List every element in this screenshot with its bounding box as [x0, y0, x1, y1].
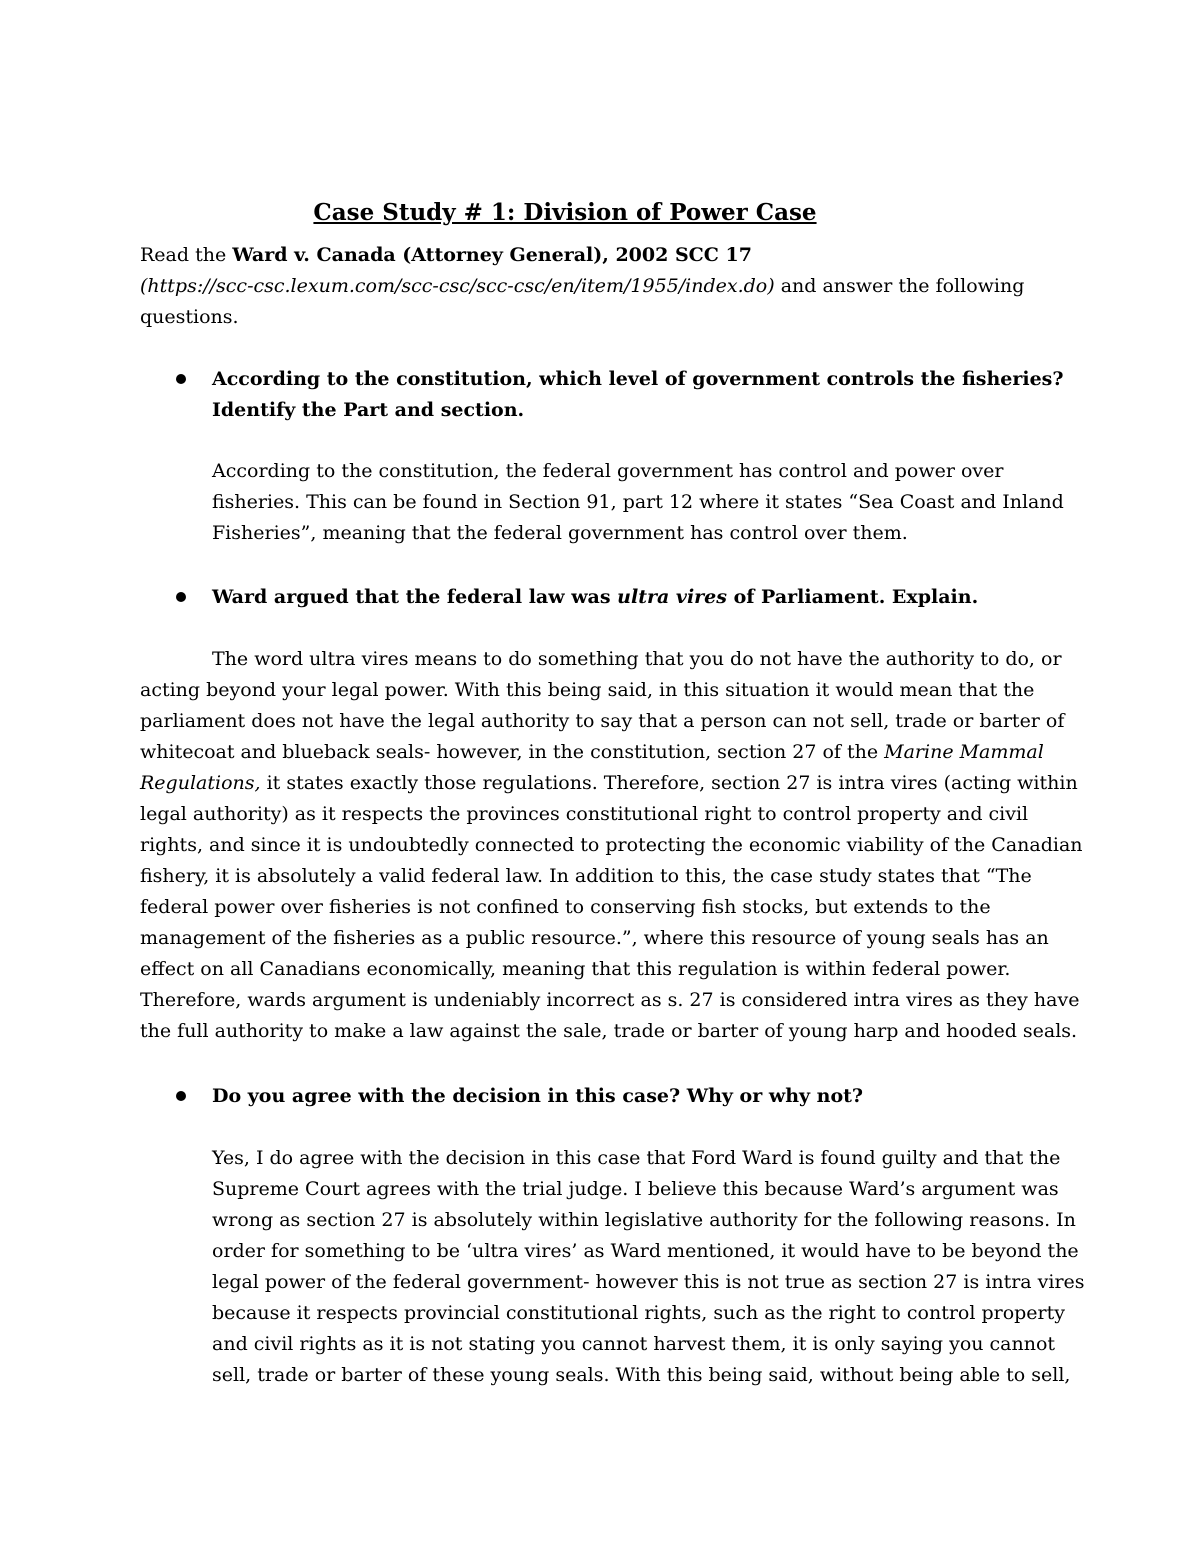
intro-read-label: Read the	[140, 244, 233, 266]
bullet-icon	[176, 374, 186, 384]
page-title: Case Study # 1: Division of Power Case	[313, 199, 817, 226]
answer-1-line: Fisheries”, meaning that the federal government has control over them.	[212, 522, 908, 544]
question-1-line-1: According to the constitution, which level of government controls the fisheries?	[212, 368, 1064, 390]
question-1	[212, 364, 1092, 426]
answer-2-line	[140, 737, 1065, 768]
question-2-line	[212, 582, 1092, 613]
answer-3-line: Supreme Court agrees with the trial judge. I believe this because Ward’s argument was	[212, 1178, 1059, 1200]
intro-line-1	[140, 240, 1040, 271]
answer-2-l4-pre: whitecoat and blueback seals- however, in the constitution, section 27 of the	[140, 741, 885, 763]
question-2-pre: Ward argued that the federal law was	[212, 586, 618, 608]
case-name: Ward v. Canada (Attorney General), 2002 SCC 17	[232, 244, 752, 266]
intro-paragraph	[140, 240, 1040, 333]
answer-2-line: management of the fisheries as a public resource.”, where this resource of young seals has an	[140, 927, 1049, 949]
answer-3-line: wrong as section 27 is absolutely within legislative authority for the following reasons. In	[212, 1209, 1076, 1231]
bullet-icon	[176, 592, 186, 602]
question-1-line-2: Identify the Part and section.	[212, 399, 525, 421]
answer-2-line: effect on all Canadians economically, meaning that this regulation is within federal power.	[140, 958, 1011, 980]
answer-3-line: because it respects provincial constitutional rights, such as the right to control property	[212, 1302, 1066, 1324]
answer-3-line: order for something to be ‘ultra vires’ as Ward mentioned, it would have to be beyond the	[212, 1240, 1079, 1262]
intro-line-3: questions.	[140, 306, 239, 328]
answer-3-line: legal power of the federal government- however this is not true as section 27 is intra vires	[212, 1271, 1085, 1293]
answer-1-line: According to the constitution, the federal government has control and power over	[212, 460, 1004, 482]
answer-2-line: the full authority to make a law against the sale, trade or barter of young harp and hooded seals.	[140, 1020, 1078, 1042]
answer-2-line: fishery, it is absolutely a valid federal law. In addition to this, the case study states that “The	[140, 865, 1032, 887]
answer-1-line: fisheries. This can be found in Section 91, part 12 where it states “Sea Coast and Inland	[212, 491, 1064, 513]
answer-3-line: Yes, I do agree with the decision in this case that Ford Ward is found guilty and that the	[212, 1147, 1061, 1169]
answer-3	[212, 1143, 1085, 1391]
answer-3-line: sell, trade or barter of these young seals. With this being said, without being able to sell,	[212, 1364, 1071, 1386]
answer-2-line: federal power over fisheries is not confined to conserving fish stocks, but extends to the	[140, 896, 991, 918]
question-2-italic: ultra vires	[617, 586, 727, 608]
answer-2-line: parliament does not have the legal authority to say that a person can not sell, trade or barter of	[140, 710, 1065, 732]
intro-line-2	[140, 271, 1040, 302]
answer-2-l5-post: it states exactly those regulations. Therefore, section 27 is intra vires (acting within	[260, 772, 1078, 794]
answer-2-l4-italic: Marine Mammal	[884, 741, 1044, 763]
answer-2-line	[140, 768, 1078, 799]
question-2-post: of Parliament. Explain.	[726, 586, 979, 608]
answer-2-line: Therefore, wards argument is undeniably incorrect as s. 27 is considered intra vires as they have	[140, 989, 1080, 1011]
question-2	[212, 582, 1092, 613]
answer-2-line: rights, and since it is undoubtedly connected to protecting the economic viability of the Canadian	[140, 834, 1083, 856]
answer-1	[212, 456, 1082, 549]
answer-2-l5-italic: Regulations,	[140, 772, 261, 794]
intro-tail: and answer the following	[774, 275, 1025, 297]
answer-2-line: The word ultra vires means to do something that you do not have the authority to do, or	[212, 648, 1062, 670]
answer-2-line: legal authority) as it respects the provinces constitutional right to control property and civil	[140, 803, 1029, 825]
answer-2-line: acting beyond your legal power. With this being said, in this situation it would mean that the	[140, 679, 1035, 701]
answer-2	[140, 644, 1083, 1047]
bullet-icon	[176, 1091, 186, 1101]
question-3-line: Do you agree with the decision in this case? Why or why not?	[212, 1085, 864, 1107]
answer-3-line: and civil rights as it is not stating you cannot harvest them, it is only saying you cannot	[212, 1333, 1056, 1355]
case-url: (https://scc-csc.lexum.com/scc-csc/scc-csc/en/item/1955/index.do)	[140, 275, 775, 297]
question-3	[212, 1081, 1092, 1112]
